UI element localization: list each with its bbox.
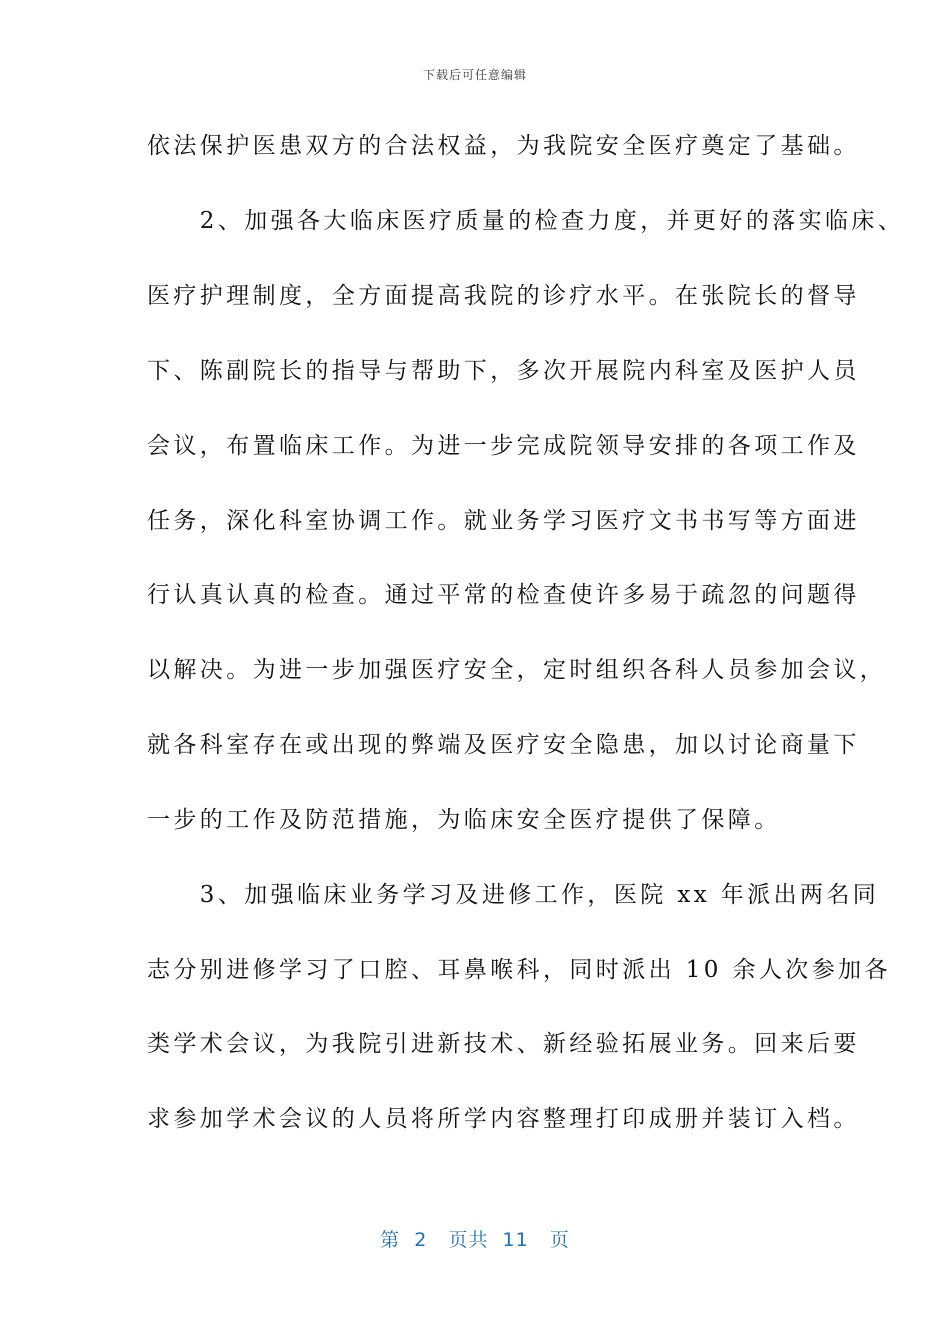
text-line: 2、加强各大临床医疗质量的检查力度，并更好的落实临床、 [147,208,905,234]
text-line: 任务，深化科室协调工作。就业务学习医疗文书书写等方面进 [147,508,860,534]
text-line: 3、加强临床业务学习及进修工作，医院 xx 年派出两名同 [147,882,880,908]
text-line: 下、陈副院长的指导与帮助下，多次开展院内科室及医护人员 [147,358,860,384]
text-line: 求参加学术会议的人员将所学内容整理打印成册并装订入档。 [147,1106,860,1132]
text-line: 一步的工作及防范措施，为临床安全医疗提供了保障。 [147,807,781,833]
text-line: 行认真认真的检查。通过平常的检查使许多易于疏忽的问题得 [147,582,860,608]
text-line: 志分别进修学习了口腔、耳鼻喉科，同时派出 10 余人次参加各 [147,957,891,983]
text-line: 以解决。为进一步加强医疗安全，定时组织各科人员参加会议， [147,657,887,683]
text-line: 会议，布置临床工作。为进一步完成院领导安排的各项工作及 [147,433,860,459]
text-line: 类学术会议，为我院引进新技术、新经验拓展业务。回来后要 [147,1031,860,1057]
text-line: 就各科室存在或出现的弊端及医疗安全隐患，加以讨论商量下 [147,732,860,758]
header-note: 下载后可任意编辑 [422,68,527,82]
text-line: 依法保护医患双方的合法权益，为我院安全医疗奠定了基础。 [147,133,860,159]
text-line: 医疗护理制度，全方面提高我院的诊疗水平。在张院长的督导 [147,283,860,309]
page-number: 第 2 页共 11 页 [380,1229,570,1251]
